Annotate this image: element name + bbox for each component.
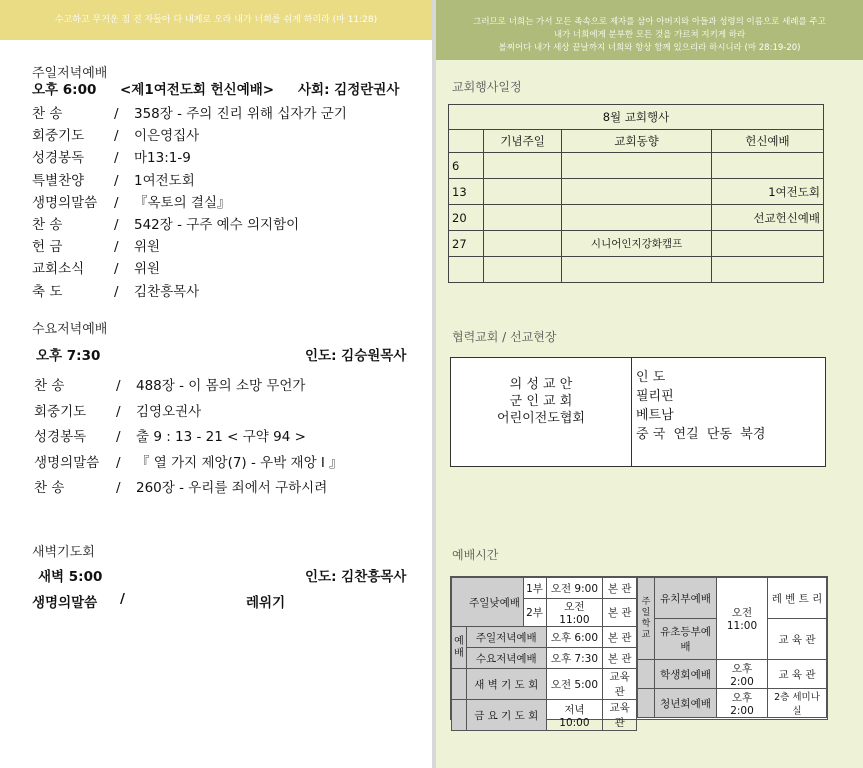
- schedule-time: 오전 5:00: [546, 669, 603, 700]
- order-item-value: 출 9 : 13 - 21 < 구약 94 >: [136, 429, 306, 445]
- events-section-title: 교회행사일정: [452, 80, 522, 94]
- partners-section-title: 협력교회 / 선교현장: [452, 330, 557, 344]
- events-cell: [484, 231, 562, 257]
- left-banner-verse: 수고하고 무거운 짐 진 자들아 다 내게로 오라 내가 너희를 쉬게 하리라 (마 11:28): [54, 15, 378, 25]
- events-row: [449, 205, 824, 231]
- order-item-value: 김영오권사: [136, 403, 202, 420]
- events-cell: [711, 231, 823, 257]
- order-item: [32, 124, 199, 144]
- order-item-label: 회중기도: [34, 403, 87, 420]
- events-header-cell: 기념주일: [484, 130, 562, 153]
- order-item-slash: /: [114, 261, 119, 278]
- order-item-value: 358장 - 주의 진리 위해 십자가 군기: [134, 106, 347, 122]
- order-item: [34, 476, 327, 496]
- order-item-label: 찬 송: [34, 378, 65, 394]
- schedule-time: 저녁 10:00: [546, 700, 603, 731]
- order-item-value: 1여전도회: [134, 172, 195, 189]
- schedule-place: 교 육 관: [768, 660, 827, 689]
- events-cell: [484, 179, 562, 205]
- schedule-place: 본 관: [603, 599, 637, 627]
- events-header-cell: 교회동향: [562, 130, 712, 153]
- wednesday-evening-title: 수요저녁예배: [32, 322, 108, 337]
- schedule-part: 1부: [523, 578, 546, 599]
- events-cell: [484, 153, 562, 179]
- order-item: [32, 191, 231, 211]
- order-item-label: 회중기도: [32, 128, 85, 145]
- mission-field: 중 국 연길 단동 북경: [636, 427, 766, 442]
- schedule-place: 교 육 관: [768, 619, 827, 660]
- order-item-slash: /: [116, 480, 121, 496]
- order-item: [32, 213, 299, 233]
- order-item-value: 488장 - 이 몸의 소망 무언가: [136, 378, 306, 394]
- order-item-slash: /: [114, 217, 119, 233]
- events-cell: [711, 153, 823, 179]
- right-banner: [436, 0, 863, 60]
- mission-field: 인 도: [636, 370, 666, 385]
- partner-church: 군 인 교 회: [509, 394, 573, 409]
- events-row: [449, 179, 824, 205]
- right-banner-line-2: 내가 너희에게 분부한 모든 것을 가르쳐 지키게 하라: [553, 30, 746, 40]
- schedule-name: 금 요 기 도 회: [467, 700, 547, 731]
- schedule-name: 학생회예배: [655, 660, 717, 689]
- order-item-value: 260장 - 우리를 죄에서 구하시려: [136, 480, 328, 496]
- mission-field: 베트남: [636, 408, 674, 423]
- schedule-box: [450, 576, 828, 729]
- schedule-name: 유초등부예배: [655, 619, 717, 660]
- order-item-value: 마13:1-9: [134, 150, 191, 167]
- sunday-evening-service-name: <제1여전도회 헌신예배>: [120, 82, 275, 98]
- events-cell: 27: [449, 231, 484, 257]
- order-item: [34, 425, 306, 445]
- schedule-name: 수요저녁예배: [467, 648, 547, 669]
- order-item: [34, 400, 201, 420]
- schedule-place: 교육관: [603, 700, 637, 731]
- sunday-evening-host: 사회: 김정란권사: [298, 82, 400, 98]
- order-item: [34, 374, 305, 394]
- dawn-sermon-slash: /: [120, 591, 125, 607]
- order-item-slash: /: [114, 150, 119, 167]
- schedule-time: 오후 2:00: [717, 689, 768, 718]
- events-cell: [449, 257, 484, 283]
- events-cell: 13: [449, 179, 484, 205]
- events-cell: 시니어인지강화캠프: [562, 231, 712, 257]
- partners-box: [450, 357, 826, 467]
- schedule-place: 레 벤 트 리: [768, 578, 827, 619]
- order-item: [32, 280, 199, 300]
- order-item-value: 『 열 가지 제앙(7) - 우박 재앙 I 』: [136, 454, 343, 471]
- school-side-label: 주일학교: [638, 578, 655, 660]
- schedule-time: 오후 2:00: [717, 660, 768, 689]
- order-item-value: 위원: [134, 261, 161, 278]
- order-item-value: 김찬흥목사: [134, 283, 200, 300]
- order-item-label: 찬 송: [34, 480, 65, 496]
- events-cell: 20: [449, 205, 484, 231]
- events-row: [449, 153, 824, 179]
- order-item-slash: /: [114, 239, 119, 256]
- order-item-slash: /: [116, 429, 121, 445]
- schedule-time: 오전 11:00: [717, 578, 768, 660]
- mission-fields: [636, 368, 765, 444]
- events-cell: [562, 179, 712, 205]
- events-cell: [711, 257, 823, 283]
- events-table-title: 8월 교회행사: [449, 105, 824, 130]
- order-item-label: 특별찬양: [32, 172, 85, 189]
- schedule-time: 오후 7:30: [546, 648, 603, 669]
- events-row: [449, 257, 824, 283]
- schedule-name: 새 벽 기 도 회: [467, 669, 547, 700]
- order-item-label: 생명의말씀: [32, 194, 98, 211]
- events-row: [449, 231, 824, 257]
- order-item-label: 찬 송: [32, 106, 63, 122]
- partner-church: 의 성 교 안: [509, 377, 573, 392]
- order-item-slash: /: [114, 106, 119, 122]
- right-banner-line-3: 볼찌어다 내가 세상 끝날까지 너희와 항상 함께 있으리라 하시니라 (마 28:19-20): [498, 43, 801, 53]
- order-item: [32, 169, 195, 189]
- order-item-value: 『옥토의 결실』: [134, 194, 231, 211]
- order-item-slash: /: [116, 378, 121, 394]
- sunday-day-label: 주일낮예배: [467, 578, 524, 627]
- schedule-place: 본 관: [603, 627, 637, 648]
- events-cell: 선교헌신예배: [711, 205, 823, 231]
- order-item: [32, 235, 160, 255]
- dawn-sermon-label: 생명의말씀: [32, 595, 98, 611]
- dawn-prayer-time: 새벽 5:00: [38, 569, 103, 585]
- partner-churches: [451, 358, 632, 466]
- events-cell: [484, 257, 562, 283]
- schedule-place: 본 관: [603, 648, 637, 669]
- order-item-slash: /: [114, 128, 119, 145]
- events-header-cell: 헌신예배: [711, 130, 823, 153]
- events-cell: 1여전도회: [711, 179, 823, 205]
- order-item-label: 찬 송: [32, 217, 63, 233]
- order-item-slash: /: [114, 194, 119, 211]
- order-item-value: 이은영집사: [134, 128, 200, 145]
- schedule-place: 2층 세미나실: [768, 689, 827, 718]
- wednesday-evening-leader: 인도: 김승원목사: [305, 348, 407, 364]
- events-table: [448, 104, 824, 283]
- order-item-slash: /: [116, 403, 121, 420]
- events-cell: 6: [449, 153, 484, 179]
- schedule-place: 본 관: [603, 578, 637, 599]
- order-item: [32, 146, 191, 166]
- right-banner-line-1: 그러므로 너희는 가서 모든 족속으로 제자를 삼아 아버지와 아들과 성령의 이름으로 세례를 주고: [473, 17, 826, 27]
- events-cell: [562, 153, 712, 179]
- order-item-label: 축 도: [32, 283, 63, 300]
- order-item-label: 성경봉독: [32, 150, 85, 167]
- schedule-time: 오전 11:00: [546, 599, 603, 627]
- events-cell: [484, 205, 562, 231]
- schedule-school-table: [637, 577, 827, 718]
- order-item-label: 생명의말씀: [34, 454, 100, 471]
- events-header-cell: [449, 130, 484, 153]
- schedule-name: 주일저녁예배: [467, 627, 547, 648]
- schedule-time: 오전 9:00: [546, 578, 603, 599]
- schedule-worship-table: [451, 577, 637, 731]
- wednesday-evening-time: 오후 7:30: [36, 348, 101, 364]
- order-item: [32, 102, 347, 122]
- order-item-value: 위원: [134, 239, 161, 256]
- schedule-name: 유치부예배: [655, 578, 717, 619]
- order-item-label: 교회소식: [32, 261, 85, 278]
- partner-church: 어린이전도협회: [497, 411, 585, 426]
- schedule-section-title: 예배시간: [452, 548, 499, 562]
- order-item: [32, 257, 160, 277]
- dawn-prayer-leader: 인도: 김찬흥목사: [305, 569, 407, 585]
- order-item-value: 542장 - 구주 예수 의지함이: [134, 217, 300, 233]
- order-item-slash: /: [114, 283, 119, 300]
- schedule-place: 교육관: [603, 669, 637, 700]
- schedule-time: 오후 6:00: [546, 627, 603, 648]
- dawn-prayer-title: 새벽기도회: [32, 545, 95, 560]
- schedule-part: 2부: [523, 599, 546, 627]
- order-item-slash: /: [114, 172, 119, 189]
- sunday-evening-time: 오후 6:00: [32, 82, 97, 98]
- dawn-sermon-value: 레위기: [246, 595, 286, 611]
- events-cell: [562, 205, 712, 231]
- mission-field: 필리핀: [636, 389, 674, 404]
- order-item-label: 성경봉독: [34, 429, 87, 445]
- schedule-name: 청년회예배: [655, 689, 717, 718]
- worship-side-label: 예배: [452, 627, 467, 669]
- order-item: [34, 451, 343, 471]
- order-item-label: 헌 금: [32, 239, 63, 256]
- events-cell: [562, 257, 712, 283]
- order-item-slash: /: [116, 454, 121, 471]
- sunday-evening-title: 주일저녁예배: [32, 66, 108, 81]
- left-banner: [0, 0, 432, 40]
